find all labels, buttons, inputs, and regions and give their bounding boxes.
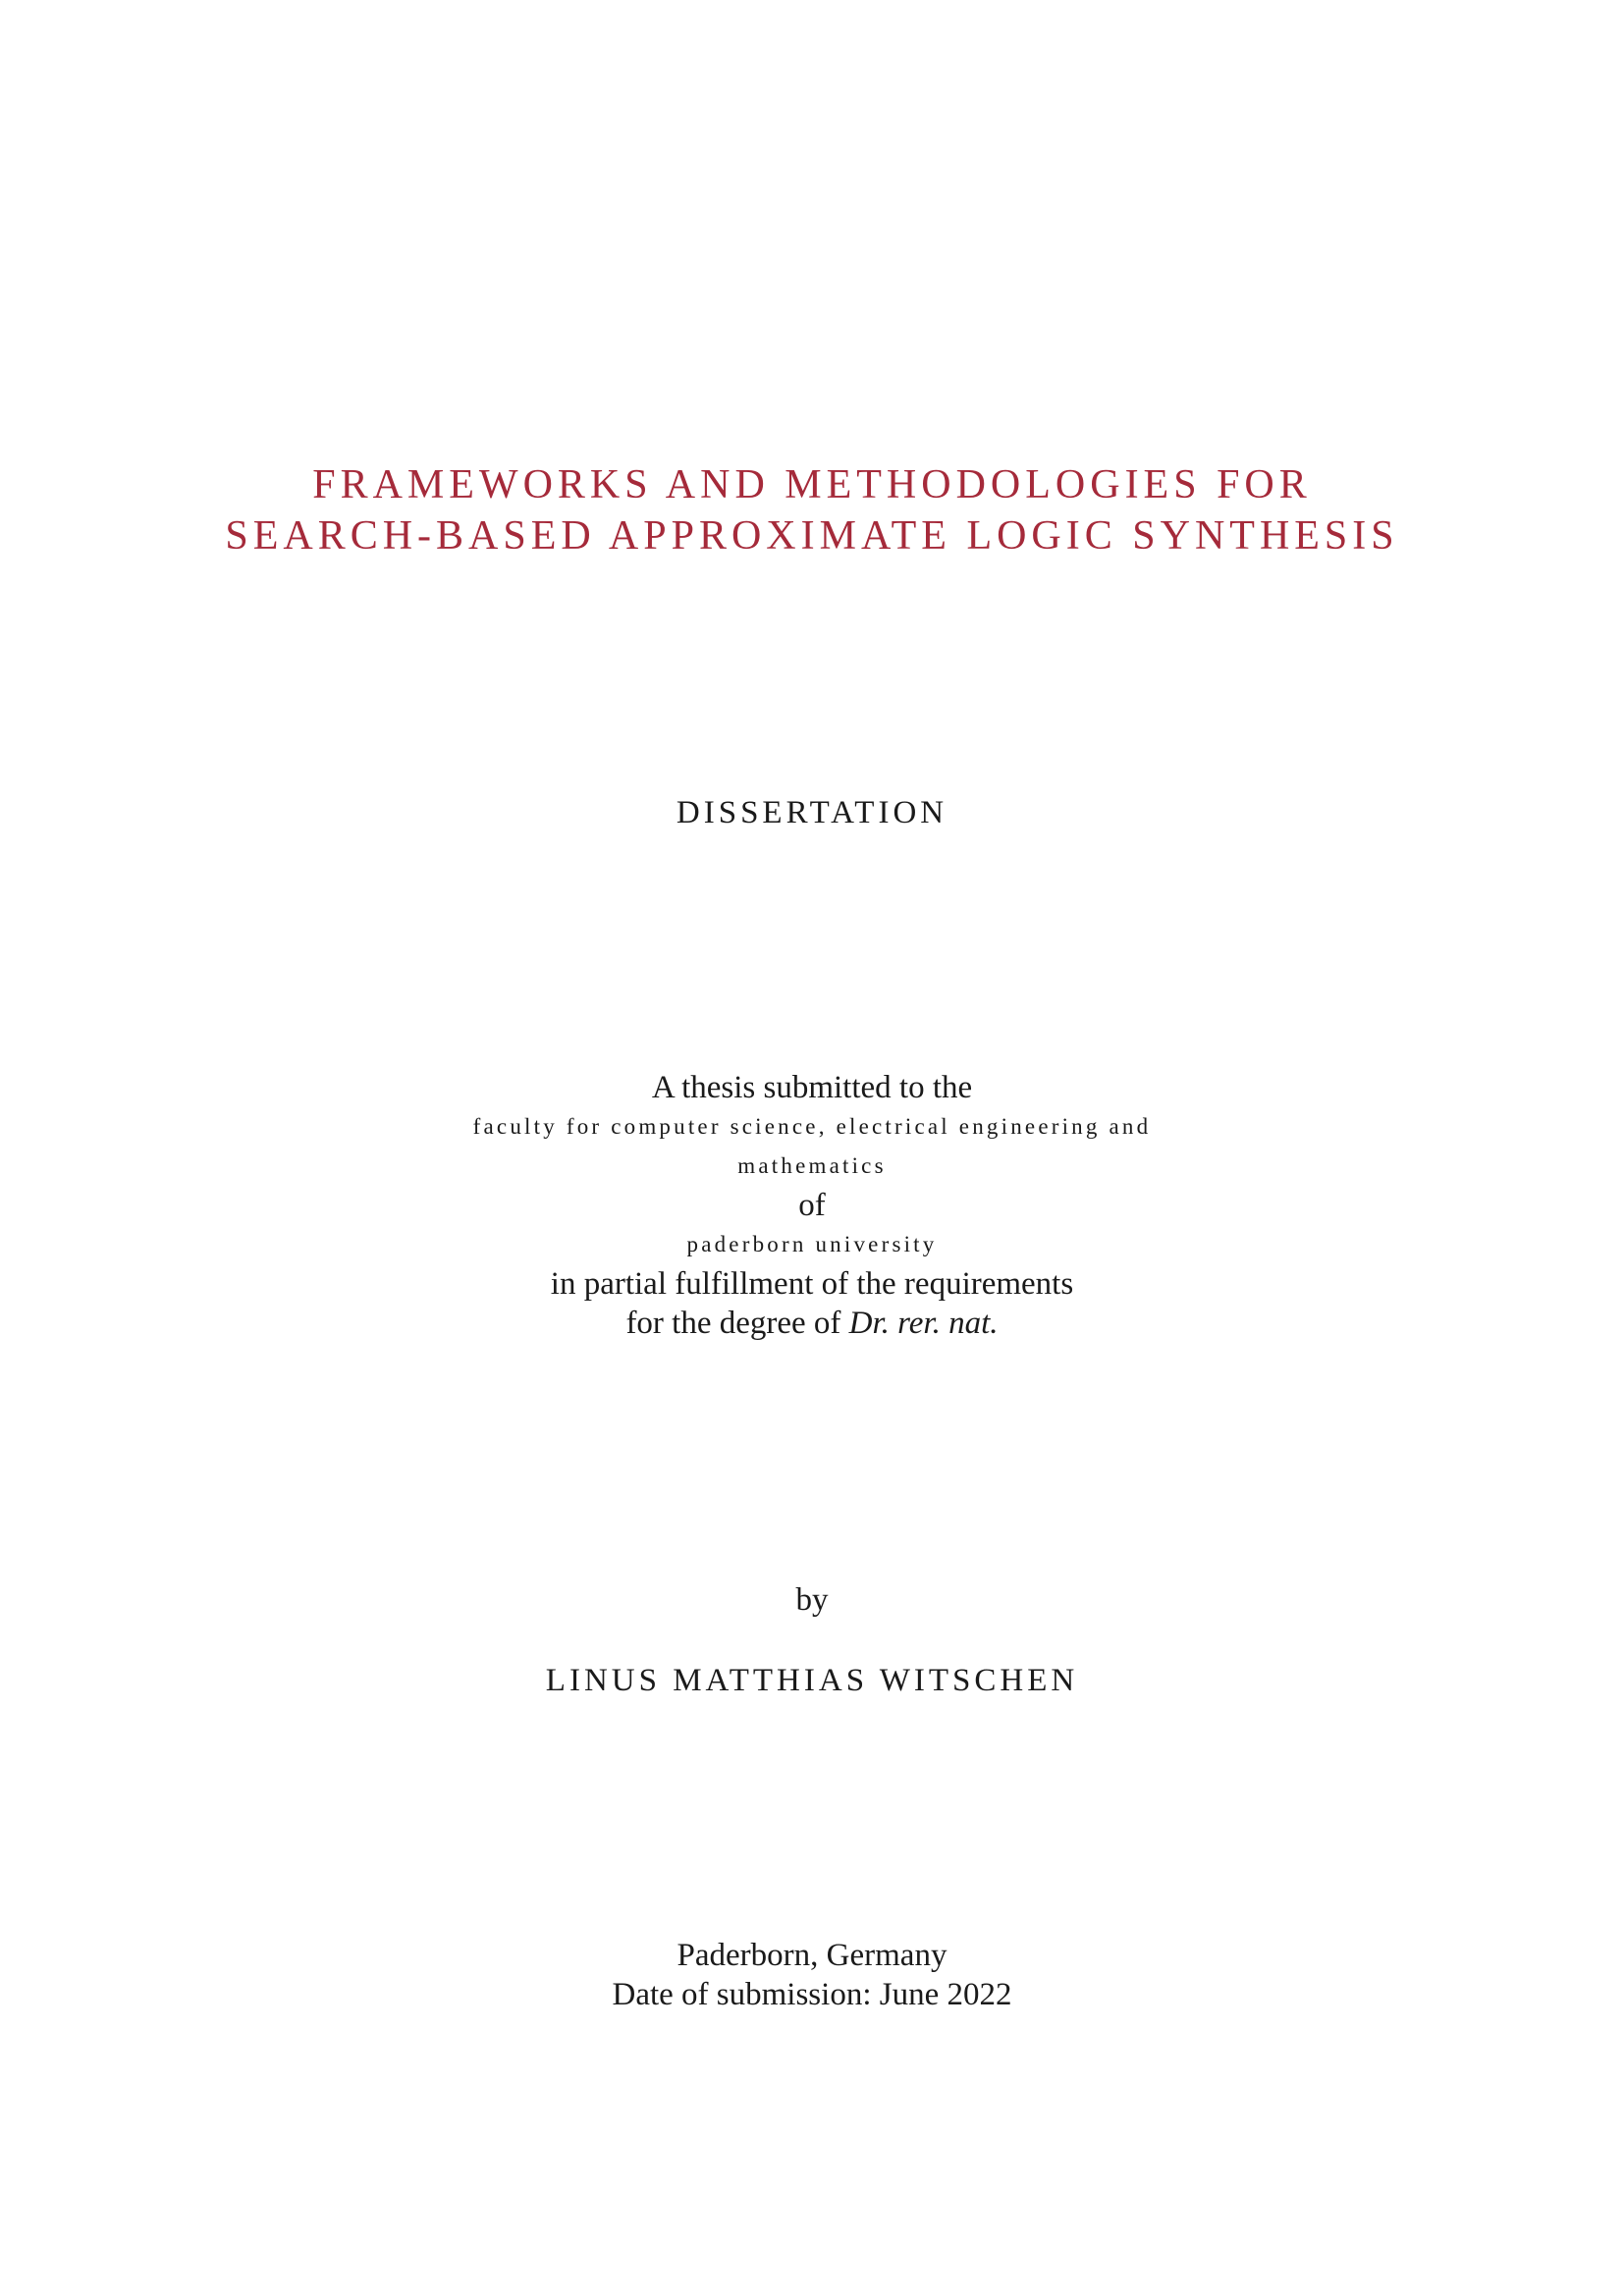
degree-name: Dr. rer. nat. (848, 1306, 999, 1341)
thesis-title-line-2: SEARCH-BASED APPROXIMATE LOGIC SYNTHESIS (225, 513, 1399, 559)
submission-date: Date of submission: June 2022 (612, 1977, 1012, 2012)
author-name: LINUS MATTHIAS WITSCHEN (545, 1663, 1079, 1698)
university-name: paderborn university (686, 1232, 938, 1256)
submission-info (0, 1936, 1624, 2014)
thesis-statement (0, 1068, 1624, 1343)
faculty-name-line-1: faculty for computer science, electrical engineering and (472, 1114, 1152, 1139)
of-text: of (798, 1188, 826, 1223)
by-text: by (795, 1582, 829, 1618)
location: Paderborn, Germany (677, 1938, 947, 1973)
thesis-intro: A thesis submitted to the (651, 1070, 973, 1105)
degree-prefix: for the degree of (625, 1306, 849, 1341)
document-type: DISSERTATION (676, 795, 948, 830)
thesis-title-line-1: FRAMEWORKS AND METHODOLOGIES FOR (312, 462, 1312, 507)
fulfillment-text: in partial fulfillment of the requirements (550, 1266, 1074, 1302)
faculty-name-line-2: mathematics (737, 1153, 887, 1178)
thesis-title (0, 459, 1624, 561)
degree-line (0, 1304, 1624, 1343)
